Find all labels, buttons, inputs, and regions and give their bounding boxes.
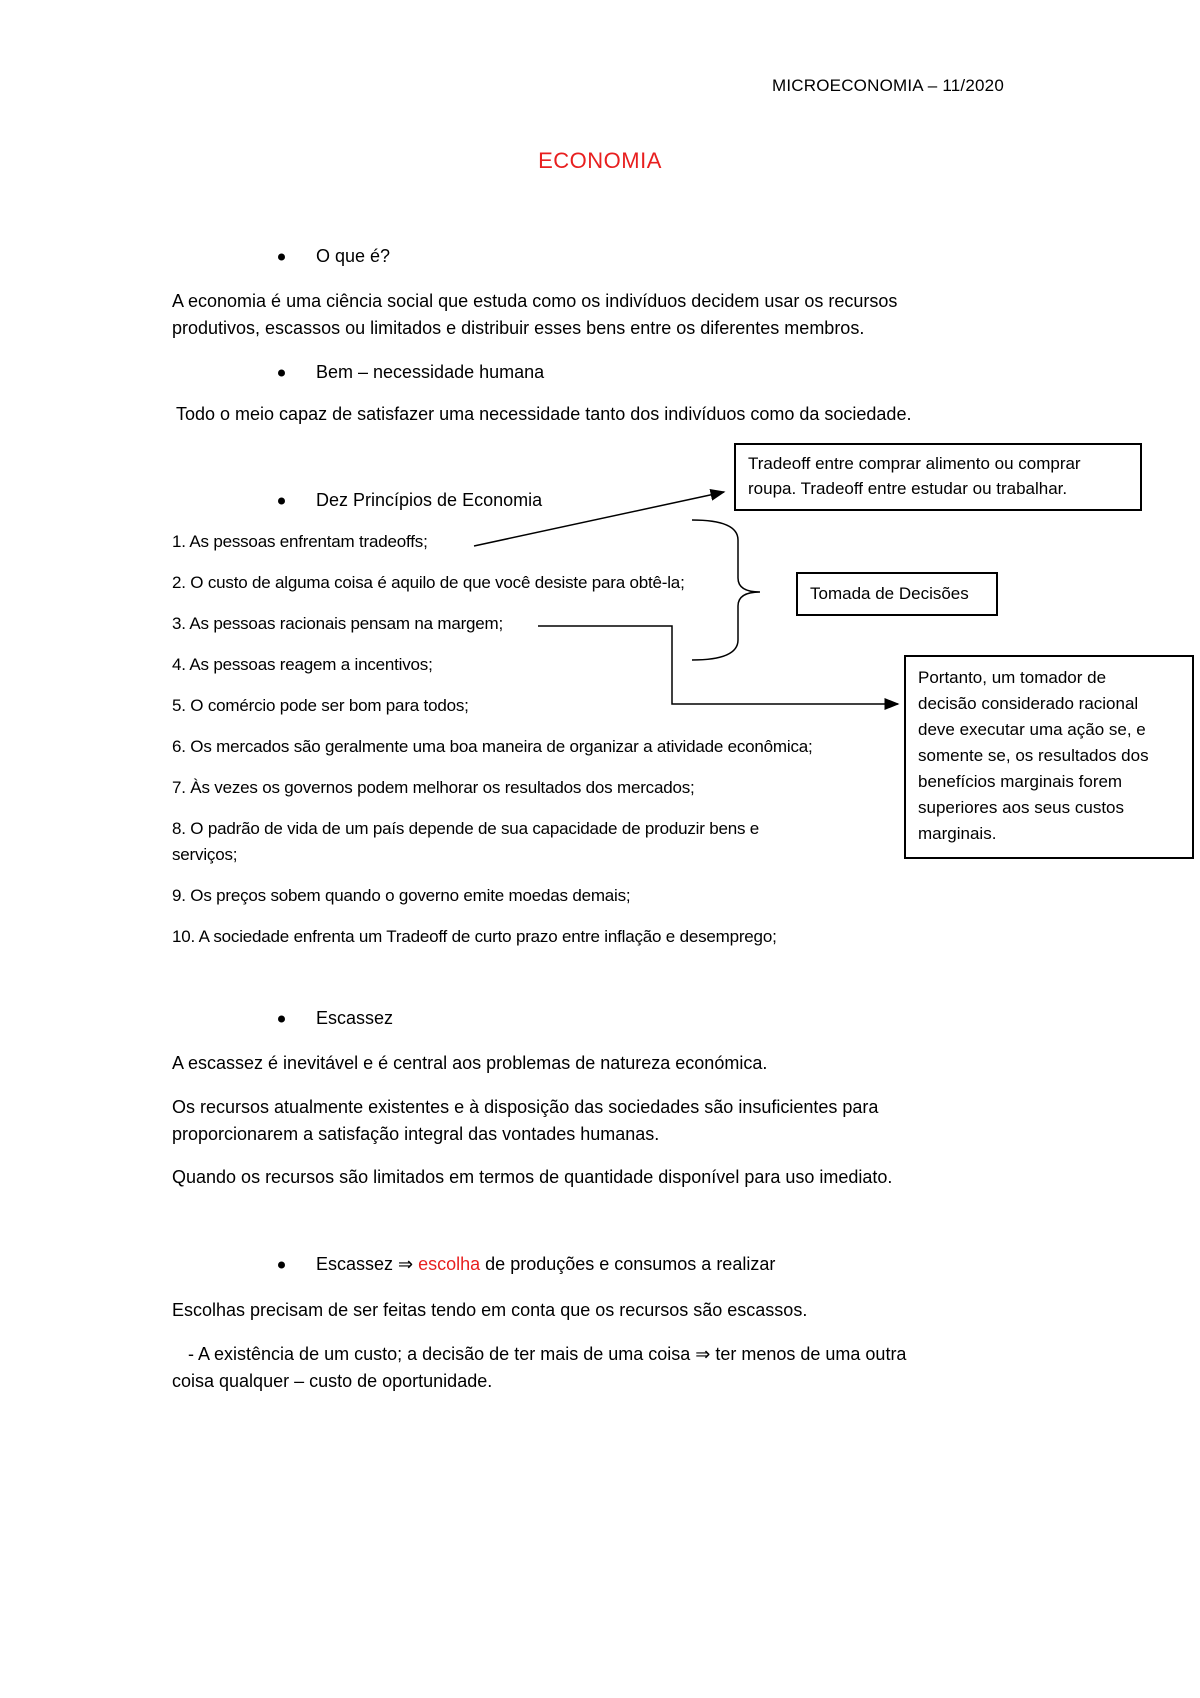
list-item: 1. As pessoas enfrentam tradeoffs;	[172, 532, 428, 551]
list-item: 9. Os preços sobem quando o governo emite moedas demais;	[172, 886, 631, 905]
bem-paragraph: Todo o meio capaz de satisfazer uma necessidade tanto dos indivíduos como da sociedade.	[176, 404, 912, 424]
highlighted-word: escolha	[418, 1254, 481, 1274]
list-item: 6. Os mercados são geralmente uma boa maneira de organizar a atividade econômica;	[172, 737, 813, 756]
list-item: 4. As pessoas reagem a incentivos;	[172, 655, 433, 674]
page-title: ECONOMIA	[538, 148, 662, 173]
decision-brace	[692, 520, 760, 660]
bullet-principles: Dez Princípios de Economia	[278, 490, 542, 511]
rational-decision-callout: Portanto, um tomador de decisão considerado racional deve executar uma ação se, e somente se, os resultados dos benefícios marginais forem superiores aos seus custos marginais.	[904, 655, 1194, 859]
list-item: 8. O padrão de vida de um país depende de sua capacidade de produzir bens e	[172, 819, 760, 838]
bullet-choice: Escassez ⇒ escolha de produções e consumos a realizar	[278, 1254, 775, 1275]
margin-arrow	[538, 626, 898, 704]
bullet-dot-icon	[278, 1261, 285, 1268]
bullet-dot-icon	[278, 1015, 285, 1022]
list-item: 3. As pessoas racionais pensam na margem;	[172, 614, 504, 633]
list-item: serviços;	[172, 845, 238, 864]
list-item: 7. Às vezes os governos podem melhorar os resultados dos mercados;	[172, 778, 695, 797]
scarcity-paragraph-3: Quando os recursos são limitados em termos de quantidade disponível para uso imediato.	[172, 1167, 893, 1187]
list-item: 2. O custo de alguma coisa é aquilo de que você desiste para obtê-la;	[172, 573, 685, 592]
course-header: MICROECONOMIA – 11/2020	[772, 76, 1004, 95]
list-item: 5. O comércio pode ser bom para todos;	[172, 696, 469, 715]
scarcity-paragraph-1: A escassez é inevitável e é central aos problemas de natureza económica.	[172, 1053, 768, 1073]
choice-paragraph-2: - A existência de um custo; a decisão de ter mais de uma coisa ⇒ ter menos de uma outra coisa qualquer – custo de oportunidade.	[172, 1344, 907, 1391]
choice-paragraph-1: Escolhas precisam de ser feitas tendo em conta que os recursos são escassos.	[172, 1300, 808, 1320]
bullet-what-is: O que é?	[278, 246, 390, 267]
tradeoff-arrow	[474, 492, 724, 546]
list-item: 10. A sociedade enfrenta um Tradeoff de curto prazo entre inflação e desemprego;	[172, 927, 777, 946]
decisions-callout: Tomada de Decisões	[796, 572, 998, 616]
bullet-scarcity: Escassez	[278, 1008, 393, 1029]
definition-paragraph: A economia é uma ciência social que estuda como os indivíduos decidem usar os recursos produtivos, escassos ou limitados e distribuir esses bens entre os diferentes membros.	[172, 291, 898, 338]
tradeoff-callout: Tradeoff entre comprar alimento ou comprar roupa. Tradeoff entre estudar ou trabalhar.	[734, 443, 1142, 511]
scarcity-paragraph-2: Os recursos atualmente existentes e à disposição das sociedades são insuficientes para proporcionarem a satisfação integral das vontades humanas.	[172, 1097, 879, 1144]
bullet-bem: Bem – necessidade humana	[278, 362, 544, 383]
